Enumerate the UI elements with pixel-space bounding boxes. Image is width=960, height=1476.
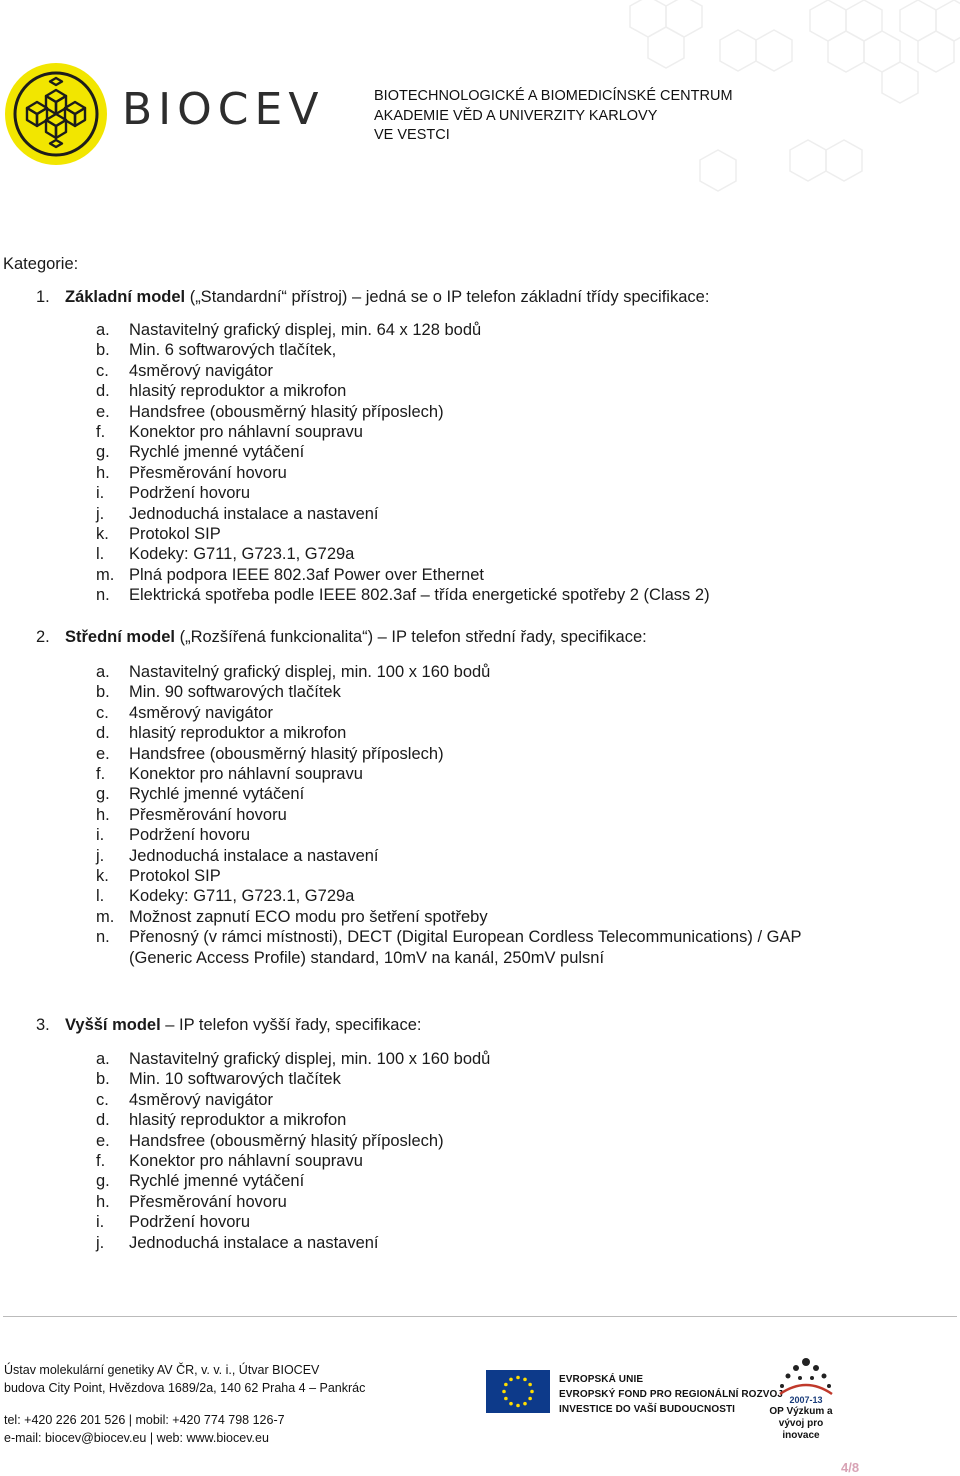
eu-star-icon bbox=[523, 1402, 527, 1406]
item-text: Přesměrování hovoru bbox=[129, 463, 287, 482]
item-letter: d. bbox=[96, 1111, 110, 1130]
spec-item bbox=[96, 524, 710, 544]
section-2-heading bbox=[36, 628, 647, 647]
spec-item bbox=[96, 565, 710, 585]
item-text: Jednoduchá instalace a nastavení bbox=[129, 846, 379, 865]
spec-item bbox=[96, 1192, 490, 1212]
spec-item bbox=[96, 1171, 490, 1191]
op-program-text: OP Výzkum a vývoj pro inovace bbox=[769, 1406, 833, 1441]
section-number: 3. bbox=[36, 1016, 50, 1034]
item-text: 4směrový navigátor bbox=[129, 361, 273, 380]
categories-label: Kategorie: bbox=[3, 255, 79, 273]
item-text: Jednoduchá instalace a nastavení bbox=[129, 504, 379, 523]
item-letter: b. bbox=[96, 341, 110, 360]
item-text: Plná podpora IEEE 802.3af Power over Ethernet bbox=[129, 565, 484, 584]
item-letter: l. bbox=[96, 887, 105, 906]
item-letter: m. bbox=[96, 907, 115, 926]
spec-item bbox=[96, 585, 710, 605]
spec-item bbox=[96, 544, 710, 564]
item-letter: a. bbox=[96, 321, 110, 339]
item-letter: n. bbox=[96, 928, 110, 947]
item-letter: d. bbox=[96, 724, 110, 743]
footer-contacts: e-mail: biocev@biocev.eu | web: www.biocev.eu bbox=[4, 1431, 269, 1445]
section-3-heading bbox=[36, 1016, 421, 1035]
spec-item bbox=[96, 320, 710, 340]
item-letter: i. bbox=[96, 484, 105, 503]
spec-item bbox=[96, 402, 710, 422]
spec-item bbox=[96, 483, 710, 503]
spec-item bbox=[96, 784, 859, 804]
spec-item bbox=[96, 886, 859, 906]
eu-flag-icon bbox=[486, 1370, 550, 1413]
eu-star-icon bbox=[528, 1383, 532, 1387]
item-text: Podržení hovoru bbox=[129, 826, 251, 845]
spec-item bbox=[96, 1233, 490, 1253]
item-text: Rychlé jmenné vytáčení bbox=[129, 1172, 305, 1191]
spec-item bbox=[96, 723, 859, 743]
item-text: Protokol SIP bbox=[129, 867, 221, 886]
biocev-logo-icon bbox=[4, 62, 108, 166]
item-letter: b. bbox=[96, 1070, 110, 1089]
item-letter: d. bbox=[96, 382, 110, 401]
item-text: Min. 10 softwarových tlačítek bbox=[129, 1070, 341, 1089]
eu-star-icon bbox=[523, 1378, 527, 1382]
spec-item bbox=[96, 1212, 490, 1232]
eu-star-icon bbox=[509, 1378, 513, 1382]
item-letter: g. bbox=[96, 443, 110, 462]
item-letter: a. bbox=[96, 1050, 110, 1068]
footer-organization: Ústav molekulární genetiky AV ČR, v. v. i., Útvar BIOCEV bbox=[4, 1363, 320, 1377]
spec-item bbox=[96, 1049, 490, 1069]
spec-item bbox=[96, 340, 710, 360]
spec-item bbox=[96, 381, 710, 401]
item-letter: f. bbox=[96, 1152, 106, 1171]
item-text: Elektrická spotřeba podle IEEE 802.3af – třída energetické spotřeby 2 (Class 2) bbox=[129, 586, 710, 605]
spec-item bbox=[96, 846, 859, 866]
item-text: Přesměrování hovoru bbox=[129, 1192, 287, 1211]
item-text: Možnost zapnutí ECO modu pro šetření spotřeby bbox=[129, 907, 488, 926]
item-letter: h. bbox=[96, 1192, 110, 1211]
spec-item bbox=[96, 927, 859, 968]
section-name: Střední model bbox=[65, 628, 176, 646]
eu-star-icon bbox=[528, 1397, 532, 1401]
item-text: Konektor pro náhlavní soupravu bbox=[129, 765, 363, 784]
item-text: Jednoduchá instalace a nastavení bbox=[129, 1233, 379, 1252]
section-1-spec-list bbox=[96, 320, 710, 606]
spec-item bbox=[96, 744, 859, 764]
item-text: Přenosný (v rámci místnosti), DECT (Digital European Cordless Telecommunications) / GAP (Generic Access Profile) standard, 10mV na kanál, 250mV pulsní bbox=[129, 928, 802, 967]
item-letter: a. bbox=[96, 663, 110, 681]
footer-phones: tel: +420 226 201 526 | mobil: +420 774 798 126-7 bbox=[4, 1413, 285, 1427]
spec-item bbox=[96, 866, 859, 886]
spec-item bbox=[96, 825, 859, 845]
item-letter: l. bbox=[96, 545, 105, 564]
item-text: Podržení hovoru bbox=[129, 484, 251, 503]
eu-star-icon bbox=[502, 1390, 506, 1394]
item-text: Handsfree (obousměrný hlasitý příposlech) bbox=[129, 1131, 444, 1150]
item-letter: g. bbox=[96, 785, 110, 804]
spec-item bbox=[96, 703, 859, 723]
institution-line: VE VESTCI bbox=[374, 127, 450, 143]
spec-item bbox=[96, 1069, 490, 1089]
item-letter: f. bbox=[96, 765, 106, 784]
item-letter: h. bbox=[96, 463, 110, 482]
item-text: Podržení hovoru bbox=[129, 1213, 251, 1232]
eu-line: INVESTICE DO VAŠÍ BUDOUCNOSTI bbox=[559, 1404, 736, 1415]
op-years-label: 2007-13 bbox=[789, 1395, 823, 1405]
institution-line: AKADEMIE VĚD A UNIVERZITY KARLOVY bbox=[374, 107, 658, 124]
section-description: – IP telefon vyšší řady, specifikace: bbox=[160, 1016, 422, 1034]
item-text: Kodeky: G711, G723.1, G729a bbox=[129, 545, 355, 564]
spec-item bbox=[96, 907, 859, 927]
item-text: Nastavitelný grafický displej, min. 64 x 128 bodů bbox=[129, 321, 482, 339]
eu-star-icon bbox=[509, 1402, 513, 1406]
item-letter: c. bbox=[96, 361, 109, 380]
item-letter: n. bbox=[96, 586, 110, 605]
item-text: Nastavitelný grafický displej, min. 100 x 160 bodů bbox=[129, 663, 491, 681]
item-text: Nastavitelný grafický displej, min. 100 x 160 bodů bbox=[129, 1050, 491, 1068]
item-letter: g. bbox=[96, 1172, 110, 1191]
item-text: Konektor pro náhlavní soupravu bbox=[129, 423, 363, 442]
item-letter: f. bbox=[96, 423, 106, 442]
item-text: Handsfree (obousměrný hlasitý příposlech) bbox=[129, 744, 444, 763]
spec-item bbox=[96, 442, 710, 462]
spec-item bbox=[96, 1110, 490, 1130]
page-number: 4/8 bbox=[841, 1460, 860, 1475]
item-text: Rychlé jmenné vytáčení bbox=[129, 443, 305, 462]
footer-address: budova City Point, Hvězdova 1689/2a, 140 62 Praha 4 – Pankrác bbox=[4, 1381, 366, 1395]
item-letter: e. bbox=[96, 402, 110, 421]
section-description: („Standardní“ přístroj) – jedná se o IP telefon základní třídy specifikace: bbox=[185, 288, 710, 306]
item-letter: k. bbox=[96, 867, 109, 886]
item-letter: j. bbox=[96, 846, 105, 865]
item-letter: c. bbox=[96, 1090, 109, 1109]
item-letter: b. bbox=[96, 683, 110, 702]
item-text: Min. 6 softwarových tlačítek, bbox=[129, 341, 337, 360]
section-1-heading bbox=[36, 288, 709, 307]
op-vavpi-logo-icon bbox=[766, 1356, 838, 1408]
item-text: Konektor pro náhlavní soupravu bbox=[129, 1152, 363, 1171]
spec-item bbox=[96, 504, 710, 524]
spec-item bbox=[96, 805, 859, 825]
item-text: Přesměrování hovoru bbox=[129, 805, 287, 824]
brand-wordmark: BIOCEV bbox=[122, 84, 325, 135]
item-text: Rychlé jmenné vytáčení bbox=[129, 785, 305, 804]
section-3-spec-list bbox=[96, 1049, 490, 1253]
eu-star-icon bbox=[504, 1397, 508, 1401]
eu-star-icon bbox=[530, 1390, 534, 1394]
item-text: 4směrový navigátor bbox=[129, 1090, 273, 1109]
spec-item bbox=[96, 361, 710, 381]
institution-name bbox=[374, 87, 733, 146]
eu-star-icon bbox=[504, 1383, 508, 1387]
item-letter: j. bbox=[96, 1233, 105, 1252]
eu-line: EVROPSKÁ UNIE bbox=[559, 1374, 644, 1385]
eu-line: EVROPSKÝ FOND PRO REGIONÁLNÍ ROZVOJ bbox=[559, 1389, 784, 1400]
eu-star-icon bbox=[516, 1404, 520, 1408]
section-2-spec-list bbox=[96, 662, 859, 968]
item-text: 4směrový navigátor bbox=[129, 703, 273, 722]
eu-fund-text bbox=[559, 1372, 783, 1417]
item-letter: c. bbox=[96, 703, 109, 722]
section-name: Vyšší model bbox=[65, 1016, 161, 1034]
item-letter: j. bbox=[96, 504, 105, 523]
spec-item bbox=[96, 764, 859, 784]
item-letter: m. bbox=[96, 565, 115, 584]
footer-divider bbox=[3, 1316, 957, 1317]
spec-item bbox=[96, 662, 859, 682]
spec-item bbox=[96, 422, 710, 442]
item-text: Kodeky: G711, G723.1, G729a bbox=[129, 887, 355, 906]
spec-item bbox=[96, 682, 859, 702]
institution-line: BIOTECHNOLOGICKÉ A BIOMEDICÍNSKÉ CENTRUM bbox=[374, 88, 733, 104]
section-number: 2. bbox=[36, 628, 50, 646]
item-text: Protokol SIP bbox=[129, 525, 221, 544]
spec-item bbox=[96, 1131, 490, 1151]
spec-item bbox=[96, 1090, 490, 1110]
item-letter: i. bbox=[96, 1213, 105, 1232]
item-letter: i. bbox=[96, 826, 105, 845]
item-text: hlasitý reproduktor a mikrofon bbox=[129, 382, 347, 401]
section-name: Základní model bbox=[65, 288, 186, 306]
spec-item bbox=[96, 1151, 490, 1171]
section-number: 1. bbox=[36, 288, 50, 306]
item-letter: h. bbox=[96, 805, 110, 824]
item-letter: k. bbox=[96, 525, 109, 544]
item-letter: e. bbox=[96, 1131, 110, 1150]
item-text: hlasitý reproduktor a mikrofon bbox=[129, 724, 347, 743]
item-text: Min. 90 softwarových tlačítek bbox=[129, 683, 341, 702]
item-letter: e. bbox=[96, 744, 110, 763]
eu-star-icon bbox=[516, 1376, 520, 1380]
item-text: Handsfree (obousměrný hlasitý příposlech) bbox=[129, 402, 444, 421]
section-description: („Rozšířená funkcionalita“) – IP telefon střední řady, specifikace: bbox=[175, 628, 647, 646]
spec-item bbox=[96, 463, 710, 483]
item-text: hlasitý reproduktor a mikrofon bbox=[129, 1111, 347, 1130]
